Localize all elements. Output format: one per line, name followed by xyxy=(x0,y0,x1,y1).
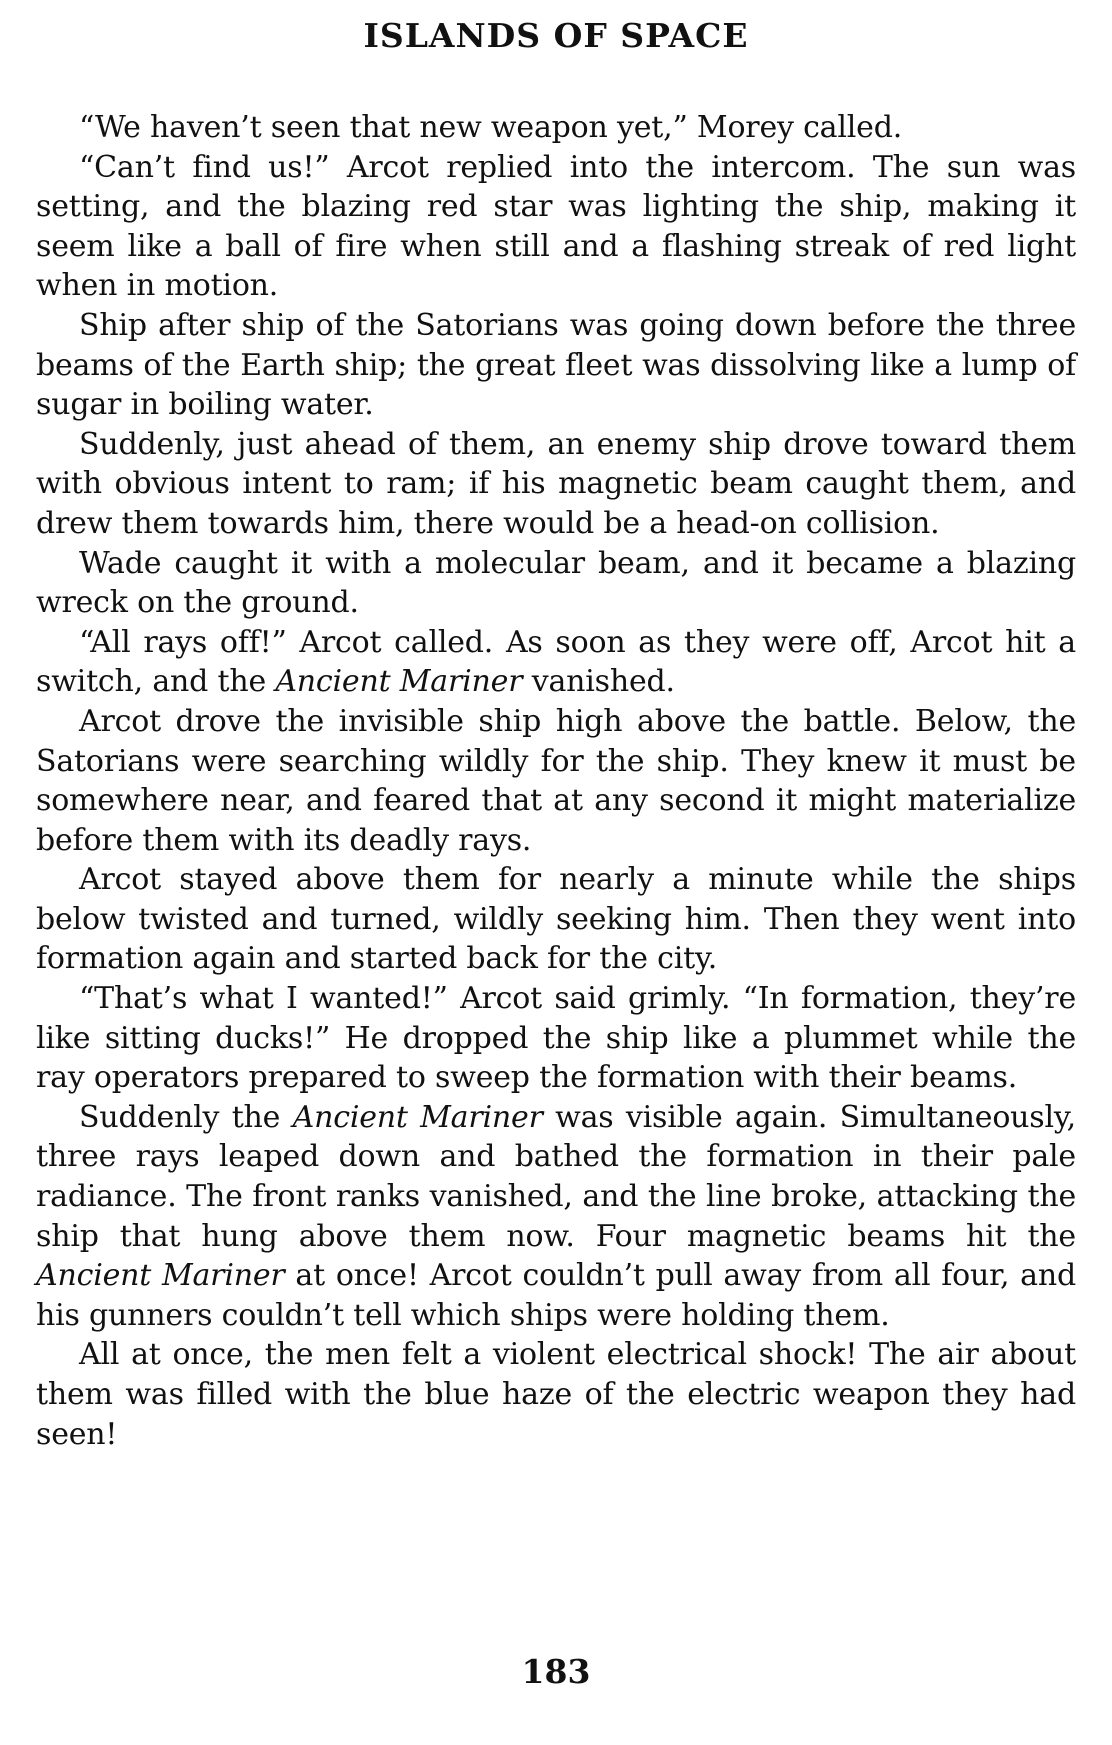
paragraph-8: Arcot stayed above them for nearly a minute while the ships below twisted and turned, wildly seeking him. Then they went into formation again and started back for the city. xyxy=(36,862,1076,977)
ship-name-italic: Ancient Mariner xyxy=(36,1258,285,1294)
ship-name-italic: Ancient Mariner xyxy=(275,664,523,700)
paragraph-5: Wade caught it with a molecular beam, and it became a blazing wreck on the ground. xyxy=(36,545,1076,621)
paragraph-11: All at once, the men felt a violent electrical shock! The air about them was filled with the blue haze of the electric weapon they had seen! xyxy=(36,1337,1076,1452)
paragraph-10-text-c: at once! Arcot couldn’t pull away from all four, and his gunners couldn’t tell which ships were holding them. xyxy=(36,1258,1076,1333)
paragraph-3: Ship after ship of the Satorians was going down before the three beams of the Earth ship; the great fleet was dissolving like a lump of sugar in boiling water. xyxy=(36,307,1076,423)
paragraph-6-text-a: “All rays off!” Arcot called. As soon as they were off, Arcot hit a switch, and the xyxy=(36,624,1076,700)
paragraph-7: Arcot drove the invisible ship high above the battle. Below, the Satorians were searching wildly for the ship. They knew it must be somewhere near, and feared that at any second it might materialize before them with its deadly rays. xyxy=(36,703,1076,858)
paragraph-6-text-b: vanished. xyxy=(522,664,675,700)
page-body xyxy=(36,108,1076,1454)
page-number: 183 xyxy=(521,1652,591,1691)
running-title: ISLANDS OF SPACE xyxy=(363,16,749,55)
paragraph-9: “That’s what I wanted!” Arcot said grimly. “In formation, they’re like sitting ducks!” He dropped the ship like a plummet while the ray operators prepared to sweep the formation with their beams. xyxy=(36,981,1076,1096)
paragraph-4: Suddenly, just ahead of them, an enemy ship drove toward them with obvious intent to ram; if his magnetic beam caught them, and drew them towards him, there would be a head-on collision. xyxy=(36,426,1076,541)
paragraph-2: “Can’t find us!” Arcot replied into the intercom. The sun was setting, and the blazing red star was lighting the ship, making it seem like a ball of fire when still and a flashing streak of red light when in motion. xyxy=(36,149,1076,304)
paragraph-10-text-b: was visible again. Simultaneously, three rays leaped down and bathed the formation in their pale radiance. The front ranks vanished, and the line broke, attacking the ship that hung above them now. Four magnetic beams hit the xyxy=(36,1099,1076,1254)
paragraph-10-text-a: Suddenly the xyxy=(79,1099,293,1135)
paragraph-6 xyxy=(36,623,1076,702)
paragraph-1: “We haven’t seen that new weapon yet,” Morey called. xyxy=(79,110,903,145)
ship-name-italic: Ancient Mariner xyxy=(292,1099,543,1135)
paragraph-10 xyxy=(36,1098,1076,1336)
